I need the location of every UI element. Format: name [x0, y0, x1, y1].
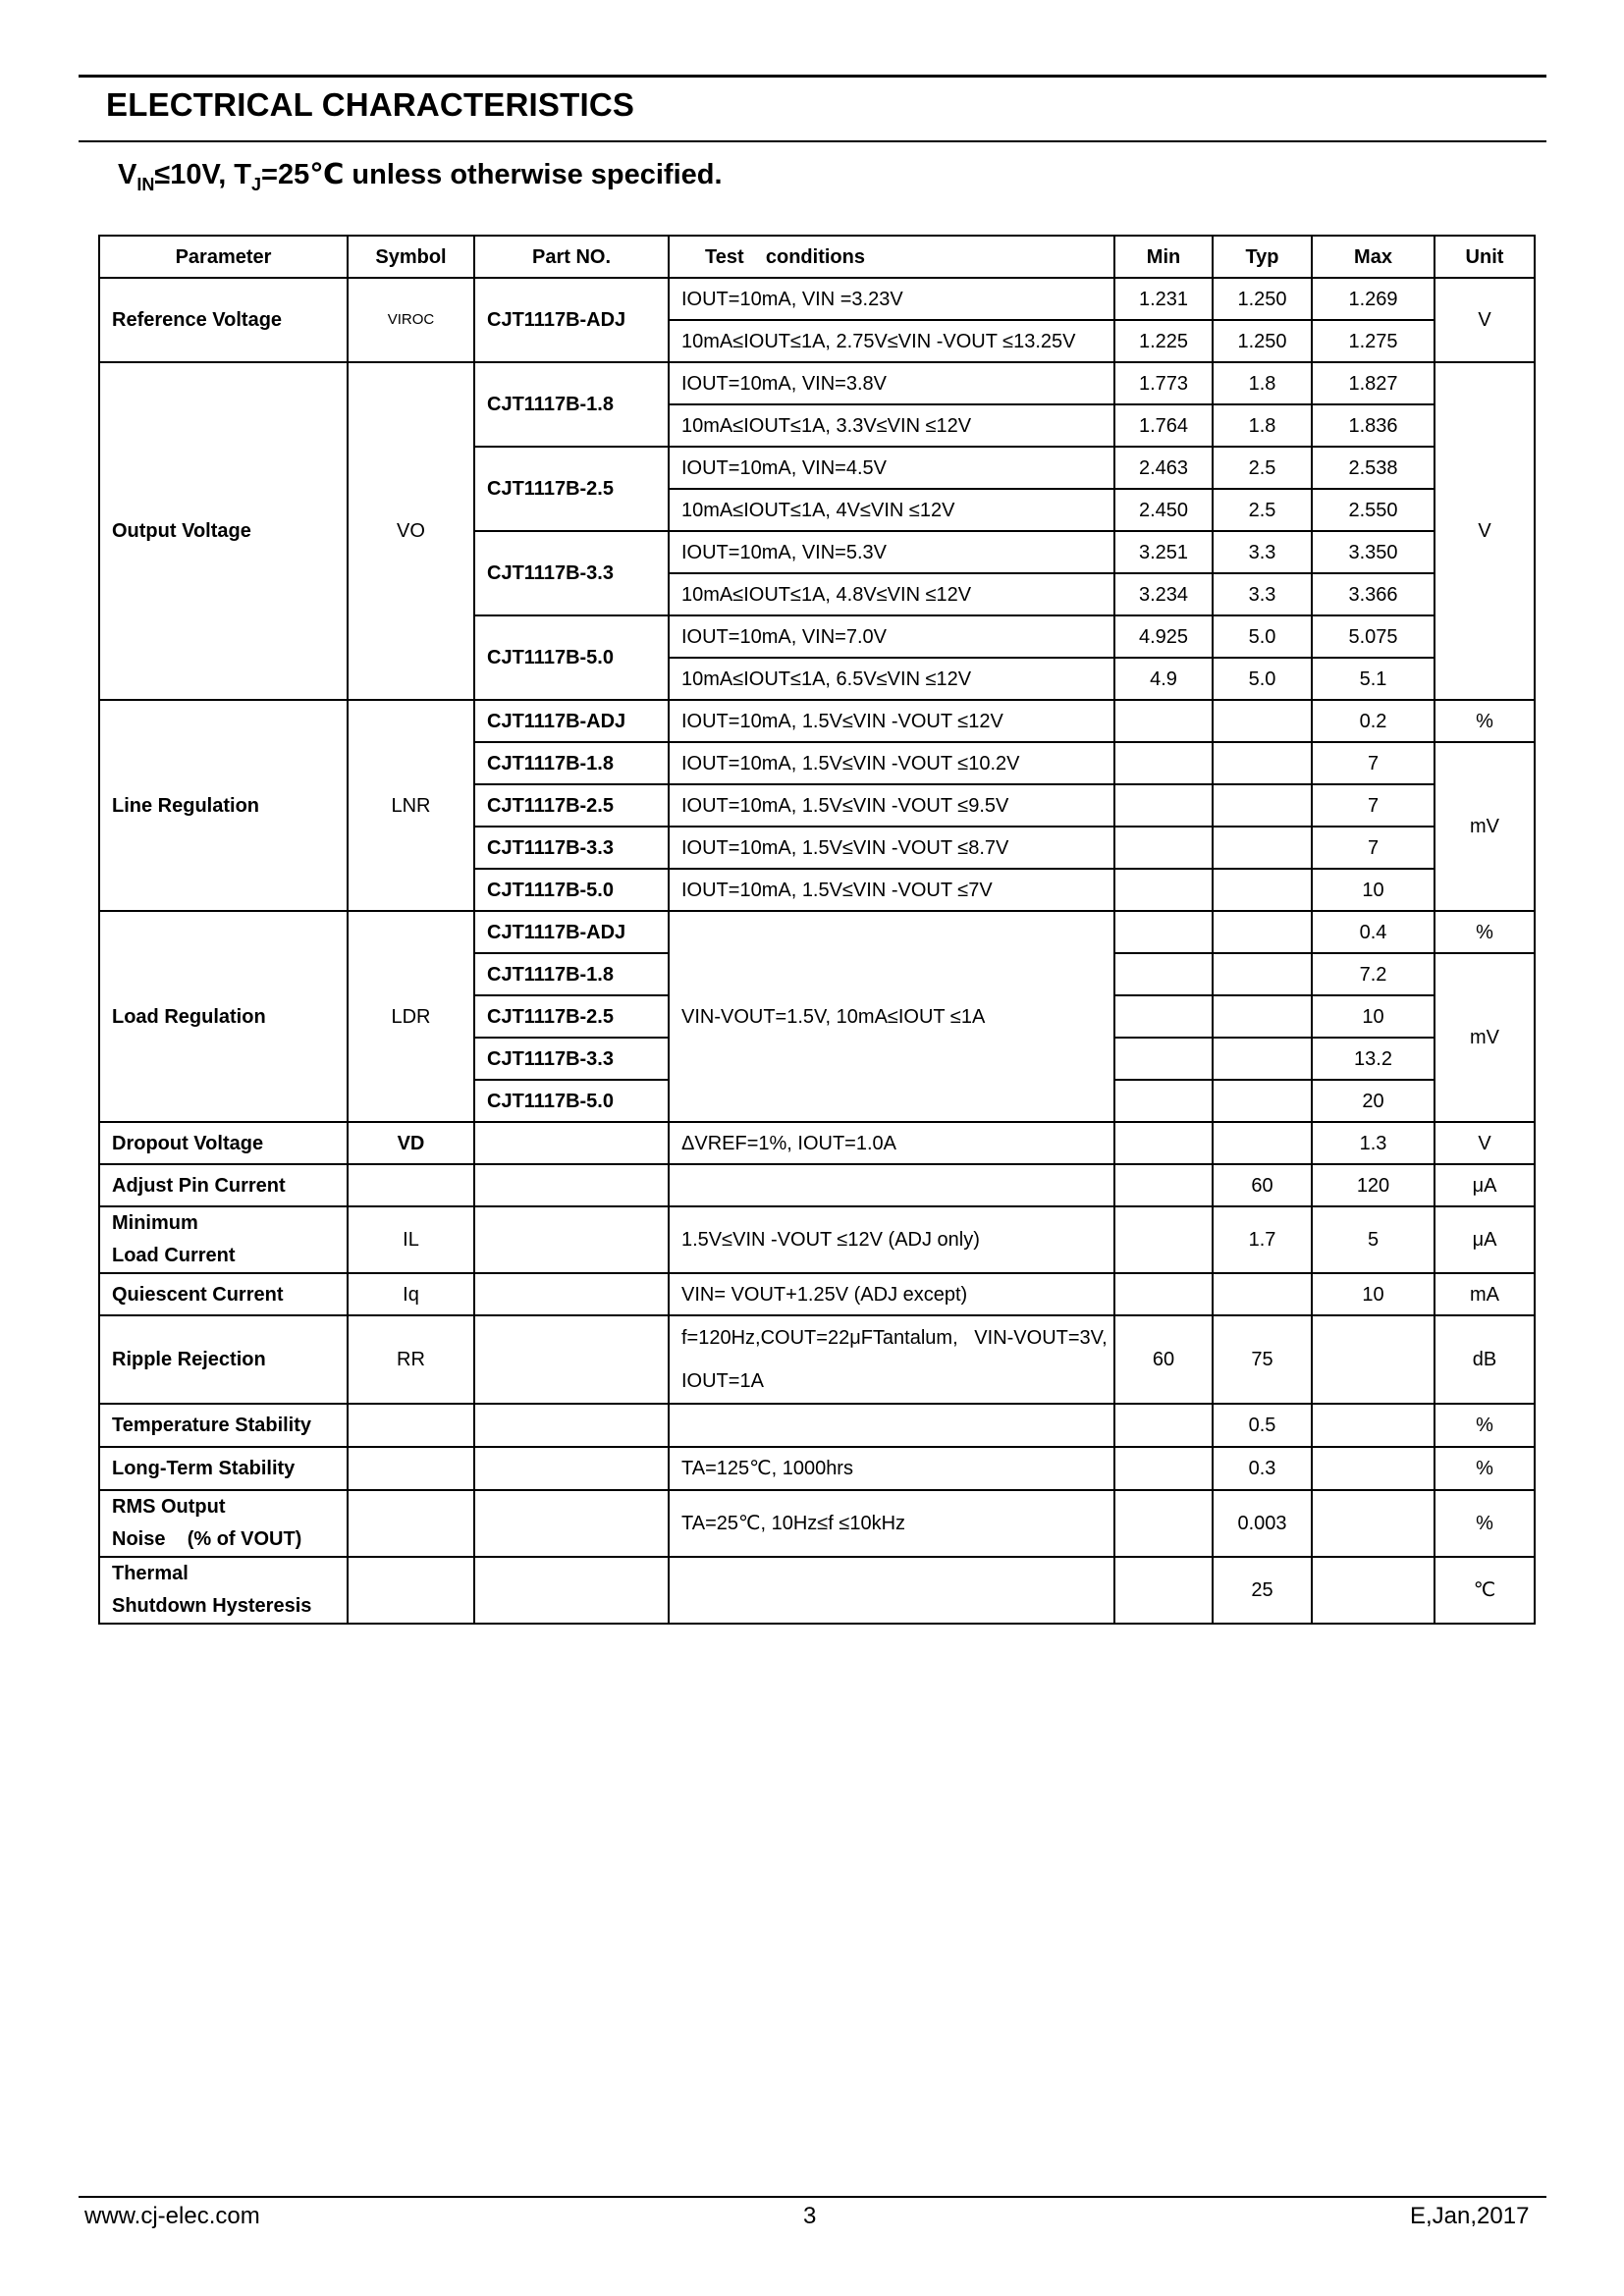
part-cell: [474, 1122, 669, 1164]
table-row: [99, 1557, 1535, 1624]
symbol-cell: [348, 1557, 474, 1624]
typ-cell: [1213, 911, 1312, 953]
min-cell: 4.925: [1114, 615, 1213, 658]
test-cell: VIN= VOUT+1.25V (ADJ except): [669, 1273, 1114, 1315]
min-cell: [1114, 1404, 1213, 1447]
unit-cell: V: [1435, 1122, 1535, 1164]
typ-cell: 5.0: [1213, 658, 1312, 700]
param-cell: [99, 1490, 348, 1557]
test-cell: [669, 1315, 1114, 1404]
cond-rest: =25℃ unless otherwise specified.: [261, 159, 723, 190]
min-cell: [1114, 784, 1213, 827]
part-cell: CJT1117B-ADJ: [474, 278, 669, 362]
min-cell: [1114, 1273, 1213, 1315]
typ-cell: 0.003: [1213, 1490, 1312, 1557]
min-cell: [1114, 742, 1213, 784]
typ-cell: 25: [1213, 1557, 1312, 1624]
test-cell: VIN-VOUT=1.5V, 10mA≤IOUT ≤1A: [669, 911, 1114, 1122]
typ-cell: [1213, 1038, 1312, 1080]
typ-cell: 1.8: [1213, 362, 1312, 404]
min-cell: 1.231: [1114, 278, 1213, 320]
max-cell: 120: [1312, 1164, 1435, 1206]
symbol-cell: [348, 1164, 474, 1206]
min-cell: 2.450: [1114, 489, 1213, 531]
param-line: Shutdown Hysteresis: [112, 1595, 312, 1617]
test-cell: TA=125℃, 1000hrs: [669, 1447, 1114, 1490]
typ-cell: 60: [1213, 1164, 1312, 1206]
unit-cell: %: [1435, 1447, 1535, 1490]
typ-cell: 3.3: [1213, 573, 1312, 615]
part-cell: [474, 1404, 669, 1447]
param-cell: Load Regulation: [99, 911, 348, 1122]
footer-page-number: 3: [803, 2203, 817, 2229]
part-cell: CJT1117B-5.0: [474, 869, 669, 911]
max-cell: 3.350: [1312, 531, 1435, 573]
typ-cell: 5.0: [1213, 615, 1312, 658]
symbol-cell: RR: [348, 1315, 474, 1404]
unit-cell: mV: [1435, 953, 1535, 1122]
col-header: Typ: [1213, 236, 1312, 278]
typ-cell: [1213, 827, 1312, 869]
min-cell: 60: [1114, 1315, 1213, 1404]
min-cell: 1.764: [1114, 404, 1213, 447]
page-title: ELECTRICAL CHARACTERISTICS: [106, 86, 635, 123]
part-cell: CJT1117B-3.3: [474, 827, 669, 869]
unit-cell: %: [1435, 1490, 1535, 1557]
test-cell: IOUT=10mA, VIN=3.8V: [669, 362, 1114, 404]
typ-cell: 1.8: [1213, 404, 1312, 447]
test-cell: 1.5V≤VIN -VOUT ≤12V (ADJ only): [669, 1206, 1114, 1273]
cond-v: V: [118, 159, 137, 190]
symbol-cell: [348, 1447, 474, 1490]
min-cell: [1114, 1038, 1213, 1080]
test-cell: [669, 1404, 1114, 1447]
max-cell: 1.275: [1312, 320, 1435, 362]
unit-cell: ℃: [1435, 1557, 1535, 1624]
typ-cell: 2.5: [1213, 447, 1312, 489]
typ-cell: 75: [1213, 1315, 1312, 1404]
max-cell: 1.827: [1312, 362, 1435, 404]
max-cell: [1312, 1557, 1435, 1624]
min-cell: 1.225: [1114, 320, 1213, 362]
part-cell: [474, 1315, 669, 1404]
electrical-characteristics-table: [98, 235, 1536, 1625]
table-row: [99, 1490, 1535, 1557]
min-cell: 4.9: [1114, 658, 1213, 700]
param-cell: Temperature Stability: [99, 1404, 348, 1447]
param-cell: Quiescent Current: [99, 1273, 348, 1315]
typ-cell: 1.250: [1213, 320, 1312, 362]
symbol-cell: VD: [348, 1122, 474, 1164]
max-cell: 7: [1312, 827, 1435, 869]
param-cell: [99, 1557, 348, 1624]
cond-v-sub: IN: [136, 174, 155, 194]
col-header: Symbol: [348, 236, 474, 278]
table-row: [99, 1404, 1535, 1447]
part-cell: CJT1117B-1.8: [474, 742, 669, 784]
col-header: Min: [1114, 236, 1213, 278]
symbol-cell: VIROC: [348, 278, 474, 362]
unit-cell: mA: [1435, 1273, 1535, 1315]
part-cell: [474, 1206, 669, 1273]
unit-cell: %: [1435, 700, 1535, 742]
max-cell: 13.2: [1312, 1038, 1435, 1080]
unit-cell: dB: [1435, 1315, 1535, 1404]
min-cell: 3.234: [1114, 573, 1213, 615]
min-cell: [1114, 1164, 1213, 1206]
table-row: [99, 278, 1535, 320]
min-cell: [1114, 869, 1213, 911]
test-cell: 10mA≤IOUT≤1A, 6.5V≤VIN ≤12V: [669, 658, 1114, 700]
max-cell: [1312, 1315, 1435, 1404]
min-cell: [1114, 911, 1213, 953]
min-cell: [1114, 1557, 1213, 1624]
test-cell: IOUT=10mA, VIN=7.0V: [669, 615, 1114, 658]
typ-cell: [1213, 953, 1312, 995]
table-row: [99, 362, 1535, 404]
typ-cell: 1.7: [1213, 1206, 1312, 1273]
typ-cell: [1213, 1080, 1312, 1122]
test-cell: IOUT=10mA, VIN=4.5V: [669, 447, 1114, 489]
typ-cell: [1213, 742, 1312, 784]
max-cell: 0.2: [1312, 700, 1435, 742]
symbol-cell: Iq: [348, 1273, 474, 1315]
part-cell: CJT1117B-2.5: [474, 784, 669, 827]
part-cell: [474, 1447, 669, 1490]
title-rule: [79, 140, 1546, 142]
max-cell: [1312, 1404, 1435, 1447]
max-cell: 1.3: [1312, 1122, 1435, 1164]
typ-cell: 2.5: [1213, 489, 1312, 531]
symbol-cell: LDR: [348, 911, 474, 1122]
symbol-cell: LNR: [348, 700, 474, 911]
part-cell: [474, 1164, 669, 1206]
param-line: Noise (% of VOUT): [112, 1528, 302, 1550]
unit-cell: V: [1435, 362, 1535, 700]
max-cell: 1.836: [1312, 404, 1435, 447]
min-cell: [1114, 1080, 1213, 1122]
max-cell: 10: [1312, 995, 1435, 1038]
part-cell: CJT1117B-ADJ: [474, 911, 669, 953]
max-cell: [1312, 1490, 1435, 1557]
max-cell: 0.4: [1312, 911, 1435, 953]
footer-website: www.cj-elec.com: [84, 2203, 260, 2229]
min-cell: [1114, 827, 1213, 869]
max-cell: 1.269: [1312, 278, 1435, 320]
footer-rule: [79, 2196, 1546, 2198]
col-header: Part NO.: [474, 236, 669, 278]
test-cell: 10mA≤IOUT≤1A, 3.3V≤VIN ≤12V: [669, 404, 1114, 447]
typ-cell: [1213, 869, 1312, 911]
typ-cell: 0.3: [1213, 1447, 1312, 1490]
min-cell: [1114, 1490, 1213, 1557]
test-cell: IOUT=10mA, 1.5V≤VIN -VOUT ≤10.2V: [669, 742, 1114, 784]
table-row: [99, 700, 1535, 742]
test-cell: IOUT=10mA, 1.5V≤VIN -VOUT ≤8.7V: [669, 827, 1114, 869]
test-cell: [669, 1557, 1114, 1624]
symbol-cell: IL: [348, 1206, 474, 1273]
test-cell: [669, 1164, 1114, 1206]
param-cell: Ripple Rejection: [99, 1315, 348, 1404]
param-line: Minimum: [112, 1212, 198, 1234]
table-row: [99, 1315, 1535, 1404]
param-cell: Adjust Pin Current: [99, 1164, 348, 1206]
table-row: [99, 1273, 1535, 1315]
part-cell: CJT1117B-2.5: [474, 995, 669, 1038]
min-cell: [1114, 1122, 1213, 1164]
table-row: [99, 911, 1535, 953]
max-cell: [1312, 1447, 1435, 1490]
test-cell: 10mA≤IOUT≤1A, 4V≤VIN ≤12V: [669, 489, 1114, 531]
table-row: [99, 1447, 1535, 1490]
param-cell: [99, 1206, 348, 1273]
col-header: Parameter: [99, 236, 348, 278]
min-cell: [1114, 953, 1213, 995]
min-cell: [1114, 700, 1213, 742]
part-cell: [474, 1557, 669, 1624]
max-cell: 3.366: [1312, 573, 1435, 615]
test-cell: ΔVREF=1%, IOUT=1.0A: [669, 1122, 1114, 1164]
test-cell: IOUT=10mA, VIN =3.23V: [669, 278, 1114, 320]
typ-cell: 0.5: [1213, 1404, 1312, 1447]
typ-cell: [1213, 784, 1312, 827]
max-cell: 2.550: [1312, 489, 1435, 531]
typ-cell: [1213, 1273, 1312, 1315]
param-cell: Long-Term Stability: [99, 1447, 348, 1490]
min-cell: [1114, 1447, 1213, 1490]
min-cell: 2.463: [1114, 447, 1213, 489]
col-header: Unit: [1435, 236, 1535, 278]
max-cell: 2.538: [1312, 447, 1435, 489]
typ-cell: 1.250: [1213, 278, 1312, 320]
min-cell: 3.251: [1114, 531, 1213, 573]
cond-mid: ≤10V, T: [154, 159, 252, 190]
top-rule: [79, 75, 1546, 78]
part-cell: CJT1117B-1.8: [474, 362, 669, 447]
typ-cell: [1213, 995, 1312, 1038]
part-cell: [474, 1273, 669, 1315]
symbol-cell: VO: [348, 362, 474, 700]
part-cell: [474, 1490, 669, 1557]
max-cell: 5.075: [1312, 615, 1435, 658]
test-line: f=120Hz,COUT=22μFTantalum, VIN-VOUT=3V,: [681, 1327, 1108, 1349]
param-cell: Line Regulation: [99, 700, 348, 911]
max-cell: 10: [1312, 1273, 1435, 1315]
col-header: Test conditions: [669, 236, 1114, 278]
max-cell: 5.1: [1312, 658, 1435, 700]
max-cell: 7: [1312, 784, 1435, 827]
unit-cell: mV: [1435, 742, 1535, 911]
table-row: [99, 1164, 1535, 1206]
test-cell: IOUT=10mA, VIN=5.3V: [669, 531, 1114, 573]
unit-cell: V: [1435, 278, 1535, 362]
cond-t-sub: J: [251, 174, 262, 194]
part-cell: CJT1117B-5.0: [474, 615, 669, 700]
param-cell: Dropout Voltage: [99, 1122, 348, 1164]
min-cell: [1114, 1206, 1213, 1273]
typ-cell: [1213, 700, 1312, 742]
param-cell: Output Voltage: [99, 362, 348, 700]
param-line: Load Current: [112, 1245, 236, 1266]
test-cell: IOUT=10mA, 1.5V≤VIN -VOUT ≤9.5V: [669, 784, 1114, 827]
test-line: IOUT=1A: [681, 1370, 764, 1392]
table-row: [99, 1122, 1535, 1164]
header-row: [99, 236, 1535, 278]
test-cell: 10mA≤IOUT≤1A, 2.75V≤VIN -VOUT ≤13.25V: [669, 320, 1114, 362]
part-cell: CJT1117B-2.5: [474, 447, 669, 531]
param-cell: Reference Voltage: [99, 278, 348, 362]
part-cell: CJT1117B-5.0: [474, 1080, 669, 1122]
part-cell: CJT1117B-3.3: [474, 531, 669, 615]
max-cell: 7: [1312, 742, 1435, 784]
unit-cell: μA: [1435, 1206, 1535, 1273]
col-header: Max: [1312, 236, 1435, 278]
min-cell: [1114, 995, 1213, 1038]
test-cell: IOUT=10mA, 1.5V≤VIN -VOUT ≤7V: [669, 869, 1114, 911]
part-cell: CJT1117B-ADJ: [474, 700, 669, 742]
footer-revision: E,Jan,2017: [1410, 2203, 1530, 2229]
test-cell: 10mA≤IOUT≤1A, 4.8V≤VIN ≤12V: [669, 573, 1114, 615]
test-cell: TA=25℃, 10Hz≤f ≤10kHz: [669, 1490, 1114, 1557]
unit-cell: μA: [1435, 1164, 1535, 1206]
symbol-cell: [348, 1490, 474, 1557]
max-cell: 7.2: [1312, 953, 1435, 995]
unit-cell: %: [1435, 1404, 1535, 1447]
typ-cell: 3.3: [1213, 531, 1312, 573]
part-cell: CJT1117B-1.8: [474, 953, 669, 995]
symbol-cell: [348, 1404, 474, 1447]
unit-cell: %: [1435, 911, 1535, 953]
typ-cell: [1213, 1122, 1312, 1164]
param-line: RMS Output: [112, 1496, 226, 1518]
min-cell: 1.773: [1114, 362, 1213, 404]
part-cell: CJT1117B-3.3: [474, 1038, 669, 1080]
max-cell: 20: [1312, 1080, 1435, 1122]
test-cell: IOUT=10mA, 1.5V≤VIN -VOUT ≤12V: [669, 700, 1114, 742]
max-cell: 5: [1312, 1206, 1435, 1273]
conditions-subtitle: [118, 157, 723, 195]
table-row: [99, 1206, 1535, 1273]
max-cell: 10: [1312, 869, 1435, 911]
param-line: Thermal: [112, 1563, 189, 1584]
